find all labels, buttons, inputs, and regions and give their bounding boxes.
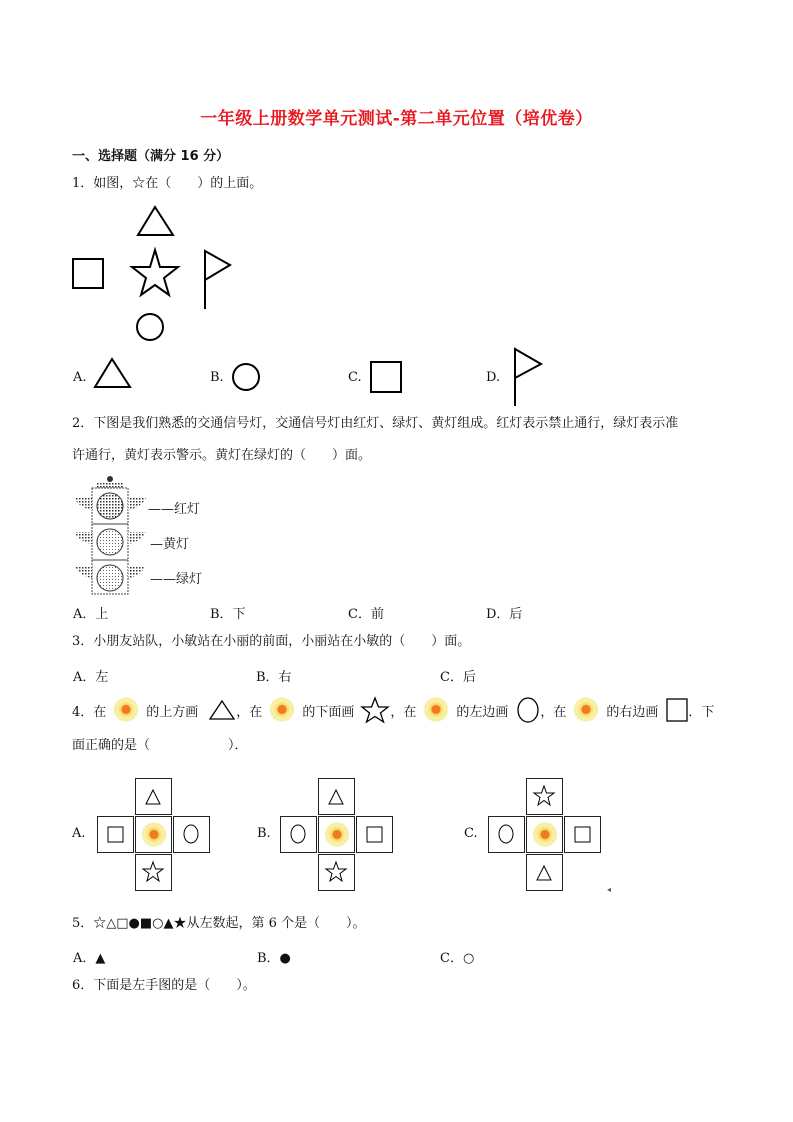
flower-icon bbox=[423, 697, 449, 723]
circle-icon bbox=[174, 817, 209, 852]
circle-icon bbox=[489, 817, 524, 852]
yellow-light-label: —黄灯 bbox=[150, 537, 190, 552]
section-heading: 一、选择题（满分 16 分） bbox=[72, 149, 230, 164]
q4-option-b-grid[interactable] bbox=[280, 778, 395, 892]
q5-option-c[interactable]: C．○ bbox=[440, 951, 475, 966]
q2-option-a[interactable]: A．上 bbox=[73, 607, 109, 622]
q1-figure bbox=[60, 195, 310, 345]
triangle-icon bbox=[136, 779, 171, 814]
q3-option-b[interactable]: B．右 bbox=[256, 670, 292, 685]
q4-option-a-label[interactable]: A. bbox=[72, 826, 86, 841]
circle-icon bbox=[230, 361, 262, 393]
q4-option-c-grid[interactable] bbox=[488, 778, 603, 892]
question-2-line-2: 许通行，黄灯表示警示。黄灯在绿灯的（ ）面。 bbox=[72, 448, 372, 463]
q2-option-d[interactable]: D．后 bbox=[486, 607, 523, 622]
square-icon bbox=[98, 817, 133, 852]
flag-icon bbox=[512, 346, 546, 408]
green-light-label: ——绿灯 bbox=[150, 572, 203, 587]
question-5: 5．☆△□●■○▲★从左数起，第 6 个是（ ）。 bbox=[72, 916, 366, 931]
question-1: 1．如图，☆在（ ）的上面。 bbox=[72, 176, 263, 191]
q1-option-b[interactable]: B. bbox=[210, 370, 224, 385]
q2-option-c[interactable]: C．前 bbox=[348, 607, 384, 622]
q2-option-b[interactable]: B．下 bbox=[210, 607, 246, 622]
paragraph-mark-icon: ◂ bbox=[607, 885, 612, 894]
document-title: 一年级上册数学单元测试-第二单元位置（培优卷） bbox=[200, 109, 593, 129]
q5-option-b[interactable]: B．● bbox=[257, 951, 291, 966]
q1-option-c[interactable]: C. bbox=[348, 370, 362, 385]
q4-option-a-grid[interactable] bbox=[97, 778, 212, 892]
q5-option-a[interactable]: A．▲ bbox=[73, 951, 106, 966]
square-icon bbox=[666, 698, 688, 722]
flower-icon bbox=[113, 697, 139, 723]
flower-icon bbox=[141, 822, 167, 848]
question-4-line-2: 面正确的是（ ）． bbox=[72, 738, 248, 753]
circle-icon bbox=[516, 696, 540, 724]
star-icon bbox=[136, 855, 171, 890]
square-icon bbox=[357, 817, 392, 852]
question-2-line-1: 2．下图是我们熟悉的交通信号灯，交通信号灯由红灯、绿灯、黄灯组成。红灯表示禁止通行，绿灯表示准 bbox=[72, 416, 679, 431]
triangle-icon bbox=[208, 699, 236, 721]
square-icon bbox=[565, 817, 600, 852]
q1-shapes-icon bbox=[60, 195, 310, 345]
q4-option-b-label[interactable]: B. bbox=[257, 826, 271, 841]
q4-option-c-label[interactable]: C. bbox=[464, 826, 478, 841]
question-3: 3．小朋友站队，小敏站在小丽的前面，小丽站在小敏的（ ）面。 bbox=[72, 634, 471, 649]
q1-option-a[interactable]: A. bbox=[73, 370, 87, 385]
q3-option-a[interactable]: A．左 bbox=[73, 670, 109, 685]
flower-icon bbox=[324, 822, 350, 848]
red-light-label: ——红灯 bbox=[148, 502, 201, 517]
q1-option-d[interactable]: D. bbox=[486, 370, 501, 385]
star-icon bbox=[527, 779, 562, 814]
square-icon bbox=[369, 360, 403, 394]
flower-icon bbox=[573, 697, 599, 723]
flower-icon bbox=[269, 697, 295, 723]
triangle-icon bbox=[527, 855, 562, 890]
q3-option-c[interactable]: C．后 bbox=[440, 670, 476, 685]
circle-icon bbox=[281, 817, 316, 852]
question-6: 6．下面是左手图的是（ ）。 bbox=[72, 978, 256, 993]
star-icon bbox=[360, 696, 390, 724]
triangle-icon bbox=[319, 779, 354, 814]
question-4-line-1: 4．在 的上方画 ，在 的下面画 ，在 的左边画 ，在 的右边画 ．下 bbox=[72, 692, 714, 728]
traffic-light-icon bbox=[70, 474, 150, 596]
triangle-icon bbox=[92, 356, 132, 390]
flower-icon bbox=[532, 822, 558, 848]
star-icon bbox=[319, 855, 354, 890]
